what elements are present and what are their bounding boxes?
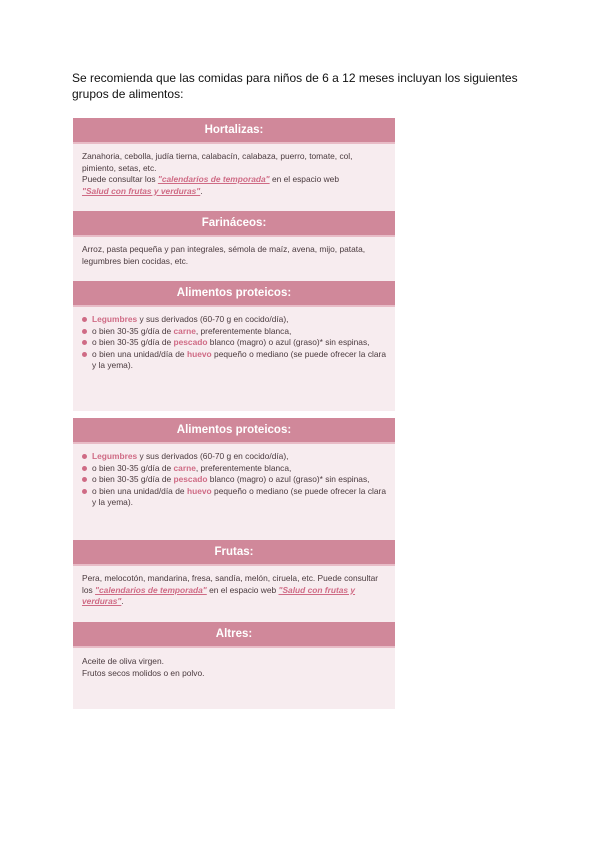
- bullet-icon: [82, 352, 87, 357]
- list-item: o bien 30-35 g/día de carne, preferentemente blanca,: [82, 326, 386, 338]
- list-item: o bien una unidad/día de huevo pequeño o mediano (se puede ofrecer la clara y la yema).: [82, 349, 386, 372]
- link-suffix: .: [121, 596, 124, 607]
- list-item: o bien una unidad/día de huevo pequeño o mediano (se puede ofrecer la clara y la yema).: [82, 486, 386, 509]
- bullet-icon: [82, 477, 87, 482]
- card-proteicos: [73, 281, 395, 411]
- card-text: Pera, melocotón, mandarina, fresa, sandía, melón, ciruela, etc. Puede consultar los: [82, 573, 379, 595]
- intro-text: Se recomienda que las comidas para niños de 6 a 12 meses incluyan los siguientes grupos de alimentos:: [72, 71, 518, 101]
- card-body: [73, 566, 395, 624]
- card-title: Farináceos:: [73, 211, 395, 237]
- link-prefix: Puede consultar los: [82, 174, 158, 185]
- list-item: Legumbres y sus derivados (60-70 g en cocido/día),: [82, 451, 386, 463]
- bullet-icon: [82, 489, 87, 494]
- card-body: [73, 307, 395, 411]
- card-farinaceos: [73, 211, 395, 283]
- card-body: [73, 648, 395, 709]
- card-title: Altres:: [73, 622, 395, 648]
- link-suffix: .: [200, 185, 203, 196]
- card-frutas: [73, 540, 395, 624]
- card-text: Arroz, pasta pequeña y pan integrales, sémola de maíz, avena, mijo, patata, legumbres bien cocidas, etc.: [82, 244, 366, 266]
- salud-link[interactable]: "Salud con frutas y verduras": [82, 584, 356, 607]
- card-body: [73, 237, 395, 283]
- card-hortalizas: [73, 118, 395, 214]
- card-text: Zanahoria, cebolla, judía tierna, calabacín, calabaza, puerro, tomate, col, pimiento, setas, etc.: [82, 151, 353, 173]
- bullet-icon: [82, 340, 87, 345]
- card-proteicos: [73, 418, 395, 549]
- calendarios-link[interactable]: "calendarios de temporada": [157, 174, 270, 185]
- card-title: Frutas:: [73, 540, 395, 566]
- list-item: o bien 30-35 g/día de pescado blanco (magro) o azul (graso)* sin espinas,: [82, 337, 386, 349]
- card-title: Hortalizas:: [73, 118, 395, 144]
- bullet-icon: [82, 329, 87, 334]
- list-item: o bien 30-35 g/día de carne, preferentemente blanca,: [82, 463, 386, 475]
- link-middle: en el espacio web: [269, 174, 339, 185]
- card-text-line: Aceite de oliva virgen.: [82, 656, 164, 666]
- link-middle: en el espacio web: [206, 584, 279, 595]
- salud-link[interactable]: "Salud con frutas y verduras": [82, 185, 201, 196]
- card-body: [73, 144, 395, 214]
- bullet-icon: [82, 466, 87, 471]
- bullet-icon: [82, 454, 87, 459]
- card-text-line: Frutos secos molidos o en polvo.: [82, 667, 205, 678]
- list-item: o bien 30-35 g/día de pescado blanco (magro) o azul (graso)* sin espinas,: [82, 474, 386, 486]
- list-item: Legumbres y sus derivados (60-70 g en cocido/día),: [82, 314, 386, 326]
- calendarios-link[interactable]: "calendarios de temporada": [95, 584, 207, 595]
- bullet-icon: [82, 317, 87, 322]
- card-title: Alimentos proteicos:: [73, 281, 395, 307]
- card-altres: [73, 622, 395, 709]
- card-title: Alimentos proteicos:: [73, 418, 395, 444]
- card-links: [82, 174, 386, 197]
- card-body: [73, 444, 395, 549]
